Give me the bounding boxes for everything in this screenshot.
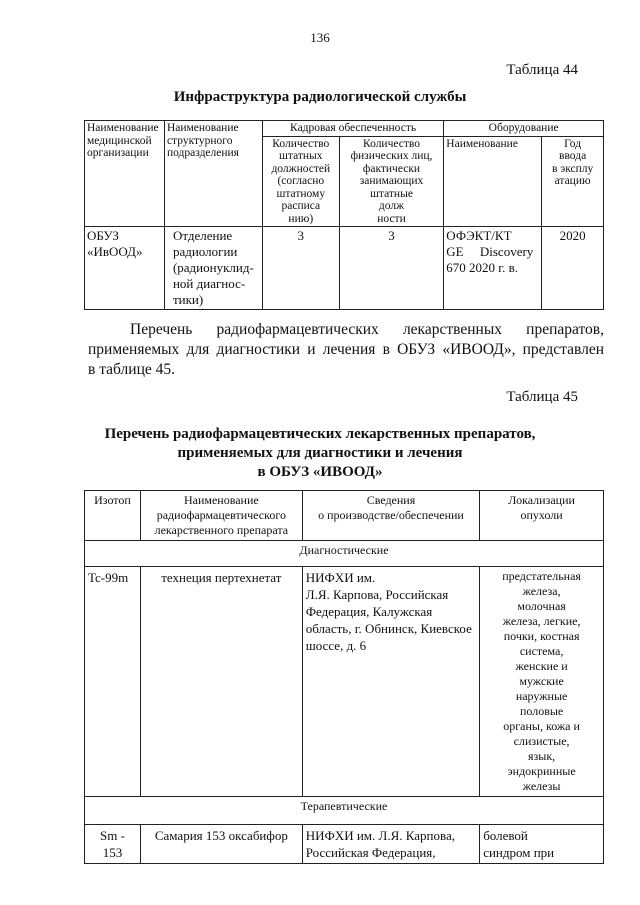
table-header-row <box>85 121 604 137</box>
header-org: Наименование медицинской организации <box>85 121 165 227</box>
table-row <box>85 567 604 797</box>
table-44-title: Инфраструктура радиологической службы <box>173 89 467 105</box>
cell-year: 2020 <box>542 227 604 310</box>
header-production-info: Сведения о производстве/обеспечении <box>302 491 479 541</box>
header-tumor-location: Локализации опухоли <box>480 491 604 541</box>
cell-tumor-location: предстательная железа, молочная железа, легкие, почки, костная система, женские и мужские наружные половые органы, кожа и слизистые, язык, эндокринные железы <box>480 567 604 797</box>
header-equip-name: Наименование <box>444 136 542 227</box>
section-row <box>85 541 604 567</box>
header-drug-name: Наименование радиофармацевтического лекарственного препарата <box>140 491 302 541</box>
paragraph-line: в таблице 45. <box>88 361 175 378</box>
cell-positions: 3 <box>262 227 339 310</box>
table-44-label: Таблица 44 <box>506 62 578 78</box>
cell-equipment: ОФЭКТ/КТ GE Discovery 670 2020 г. в. <box>444 227 542 310</box>
table-row <box>85 825 604 864</box>
table-row <box>85 227 604 310</box>
header-equipment: Оборудование <box>444 121 604 137</box>
cell-drug-name: Самария 153 оксабифор <box>140 825 302 864</box>
header-staff-persons: Количество физических лиц, фактически занимающих штатные долж ности <box>339 136 444 227</box>
intro-paragraph <box>88 320 604 380</box>
table-45-label: Таблица 45 <box>506 389 578 405</box>
table-45-title: Перечень радиофармацевтических лекарственных препаратов, применяемых для диагностики и лечения в ОБУЗ «ИВООД» <box>104 426 536 480</box>
cell-isotope: Sm - 153 <box>85 825 141 864</box>
cell-production-info: НИФХИ им. Л.Я. Карпова, Российская Федерация, <box>302 825 479 864</box>
radiopharmaceuticals-table <box>84 490 604 864</box>
radiology-infrastructure-table <box>84 120 604 310</box>
section-diagnostic: Диагностические <box>85 541 604 567</box>
cell-drug-name: технеция пертехнетат <box>140 567 302 797</box>
header-staff-positions: Количество штатных должностей (согласно штатному расписа нию) <box>262 136 339 227</box>
cell-production-info: НИФХИ им. Л.Я. Карпова, Российская Федерация, Калужская область, г. Обнинск, Киевское шоссе, д. 6 <box>302 567 479 797</box>
cell-persons: 3 <box>339 227 444 310</box>
header-unit: Наименование структурного подразделения <box>164 121 262 227</box>
cell-tumor-location: болевой синдром при <box>480 825 604 864</box>
header-isotope: Изотоп <box>85 491 141 541</box>
table-header-row <box>85 491 604 541</box>
paragraph-line: применяемых для диагностики и лечения в ОБУЗ «ИВООД», представлен <box>88 341 604 358</box>
section-row <box>85 797 604 825</box>
cell-unit: Отделение радиологии (радионуклид- ной диагнос- тики) <box>164 227 262 310</box>
paragraph-line: Перечень радиофармацевтических лекарственных препаратов, <box>130 321 604 338</box>
page-number: 136 <box>310 30 330 45</box>
header-staffing: Кадровая обеспеченность <box>262 121 443 137</box>
header-equip-year: Год ввода в эксплу атацию <box>542 136 604 227</box>
section-therapeutic: Терапевтические <box>85 797 604 825</box>
cell-isotope: Tc-99m <box>85 567 141 797</box>
cell-org: ОБУЗ «ИвООД» <box>85 227 165 310</box>
